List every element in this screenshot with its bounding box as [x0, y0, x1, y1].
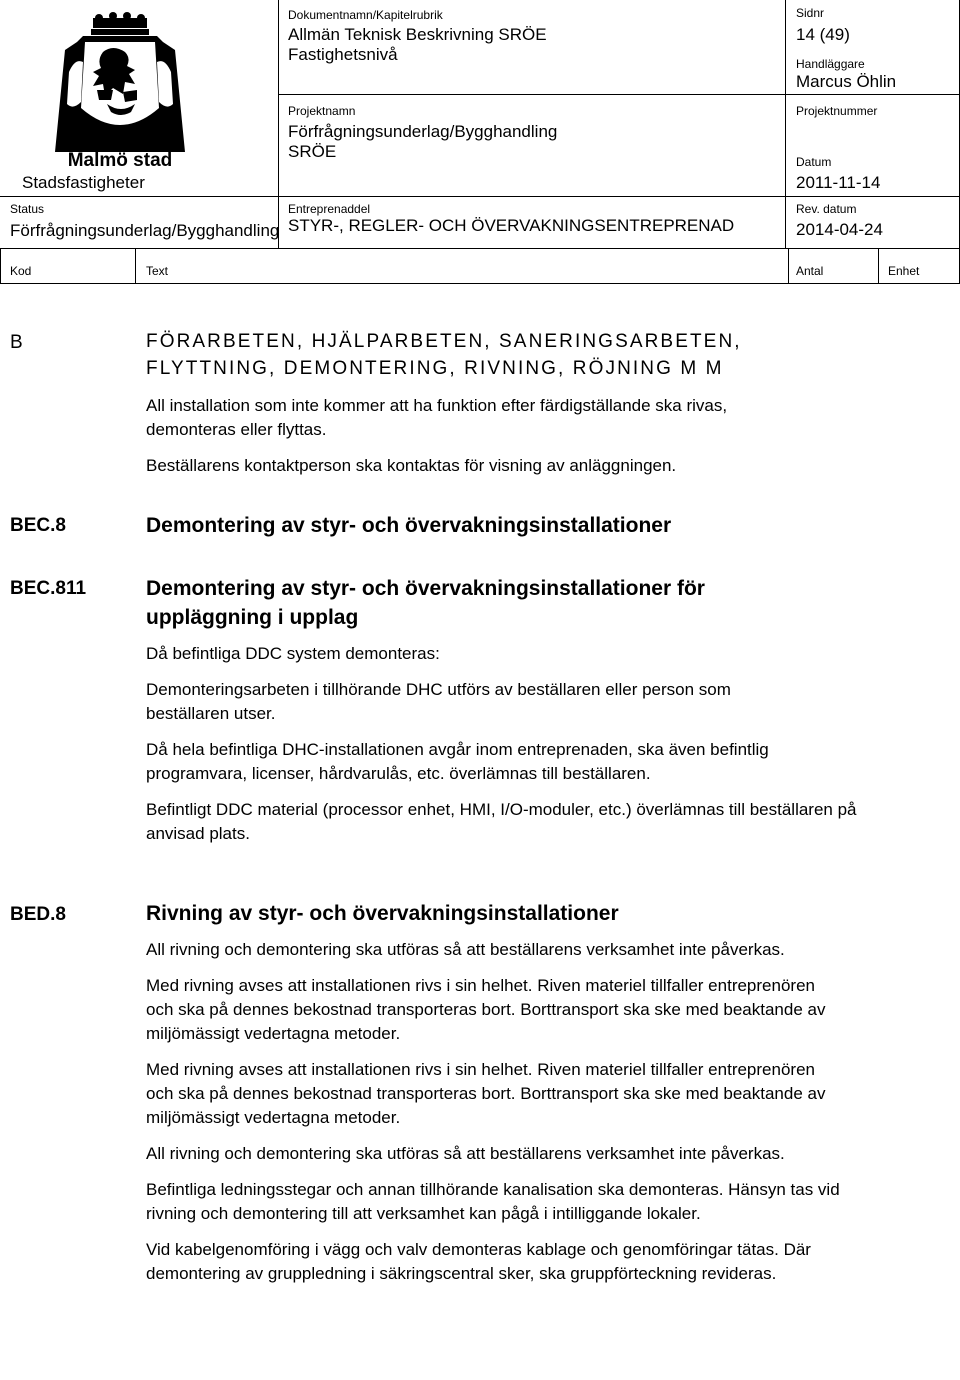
section-bed8-p4: All rivning och demontering ska utföras så att beställarens verksamhet inte påverkas.	[146, 1144, 785, 1163]
section-b-p2: Beställarens kontaktperson ska kontaktas för visning av anläggningen.	[146, 456, 677, 475]
status-label: Status	[10, 202, 45, 216]
col-enhet: Enhet	[888, 264, 920, 278]
projektnamn-line2: SRÖE	[288, 142, 337, 161]
sidnr-label: Sidnr	[796, 6, 825, 20]
handlaggare-value: Marcus Öhlin	[796, 72, 897, 91]
org-name: Stadsfastigheter	[22, 173, 145, 192]
handlaggare-label: Handläggare	[796, 57, 865, 71]
section-bec811	[146, 574, 936, 846]
section-b-title-line2: FLYTTNING, DEMONTERING, RIVNING, RÖJNING M M	[146, 358, 724, 379]
section-bec811-p4: Befintligt DDC material (processor enhet, HMI, I/O-moduler, etc.) överlämnas till beställaren på anvisad plats.	[146, 800, 857, 843]
logo-text: Malmö stad	[67, 150, 173, 171]
section-bed8-p3: Med rivning avses att installationen rivs i sin helhet. Riven materiel tillfaller entreprenören och ska på dennes bekostnad transporteras bort. Borttransport ska ske med beaktande av miljömässigt vedertagna metoder.	[146, 1060, 826, 1127]
section-bed8-p6: Vid kabelgenomföring i vägg och valv demonteras kablage och genomföringar tätas. Där demontering av gruppledning i säkringscentral sker, ska gruppförteckning revideras.	[146, 1240, 811, 1283]
section-bed8-title: Rivning av styr- och övervakningsinstallationer	[146, 902, 619, 925]
col-antal: Antal	[796, 264, 824, 278]
entreprenaddel-value: STYR-, REGLER- OCH ÖVERVAKNINGSENTREPRENAD	[288, 216, 735, 235]
section-code-bec8: BEC.8	[10, 515, 66, 536]
section-bed8-p2: Med rivning avses att installationen rivs i sin helhet. Riven materiel tillfaller entreprenören och ska på dennes bekostnad transporteras bort. Borttransport ska ske med beaktande av miljömässigt vedertagna metoder.	[146, 976, 826, 1043]
datum-value: 2011-11-14	[796, 173, 881, 192]
sidnr-value: 14 (49)	[796, 25, 850, 44]
col-kod: Kod	[10, 264, 32, 278]
revdatum-value: 2014-04-24	[796, 220, 883, 239]
datum-label: Datum	[796, 155, 832, 169]
section-code-bed8: BED.8	[10, 904, 66, 925]
projektnamn-label: Projektnamn	[288, 104, 356, 118]
doc-line2: Fastighetsnivå	[288, 45, 398, 64]
section-bec811-p2: Demonteringsarbeten i tillhörande DHC utförs av beställaren eller person som beställaren utser.	[146, 680, 731, 723]
section-b-title-line1: FÖRARBETEN, HJÄLPARBETEN, SANERINGSARBETEN,	[146, 331, 742, 352]
doc-label: Dokumentnamn/Kapitelrubrik	[288, 8, 443, 22]
status-value: Förfrågningsunderlag/Bygghandling	[10, 221, 280, 240]
section-code-b: B	[10, 332, 23, 353]
section-bec8	[146, 512, 936, 540]
section-bec811-title: Demontering av styr- och övervakningsinstallationer för uppläggning i upplag	[146, 577, 705, 629]
section-b	[146, 328, 936, 478]
section-bed8-p1: All rivning och demontering ska utföras så att beställarens verksamhet inte påverkas.	[146, 940, 785, 959]
section-code-bec811: BEC.811	[10, 578, 87, 599]
section-bec811-p1: Då befintliga DDC system demonteras:	[146, 644, 440, 663]
section-b-p1: All installation som inte kommer att ha funktion efter färdigställande ska rivas, demonteras eller flyttas.	[146, 396, 728, 439]
projektnamn-line1: Förfrågningsunderlag/Bygghandling	[288, 122, 558, 141]
section-bed8	[146, 900, 936, 1286]
entreprenaddel-label: Entreprenaddel	[288, 202, 371, 216]
malmo-stad-logo	[55, 12, 185, 172]
section-bed8-p5: Befintliga ledningsstegar och annan tillhörande kanalisation ska demonteras. Hänsyn tas vid rivning och demontering till att verksamhet kan pågå i intilliggande lokaler.	[146, 1180, 840, 1223]
revdatum-label: Rev. datum	[796, 202, 857, 216]
doc-line1: Allmän Teknisk Beskrivning SRÖE	[288, 25, 547, 44]
col-text: Text	[146, 264, 169, 278]
projektnummer-label: Projektnummer	[796, 104, 878, 118]
section-bec811-p3: Då hela befintliga DHC-installationen avgår inom entreprenaden, ska även befintlig programvara, licenser, hårdvarulås, etc. överlämnas till beställaren.	[146, 740, 769, 783]
section-bec8-title: Demontering av styr- och övervakningsinstallationer	[146, 514, 672, 537]
